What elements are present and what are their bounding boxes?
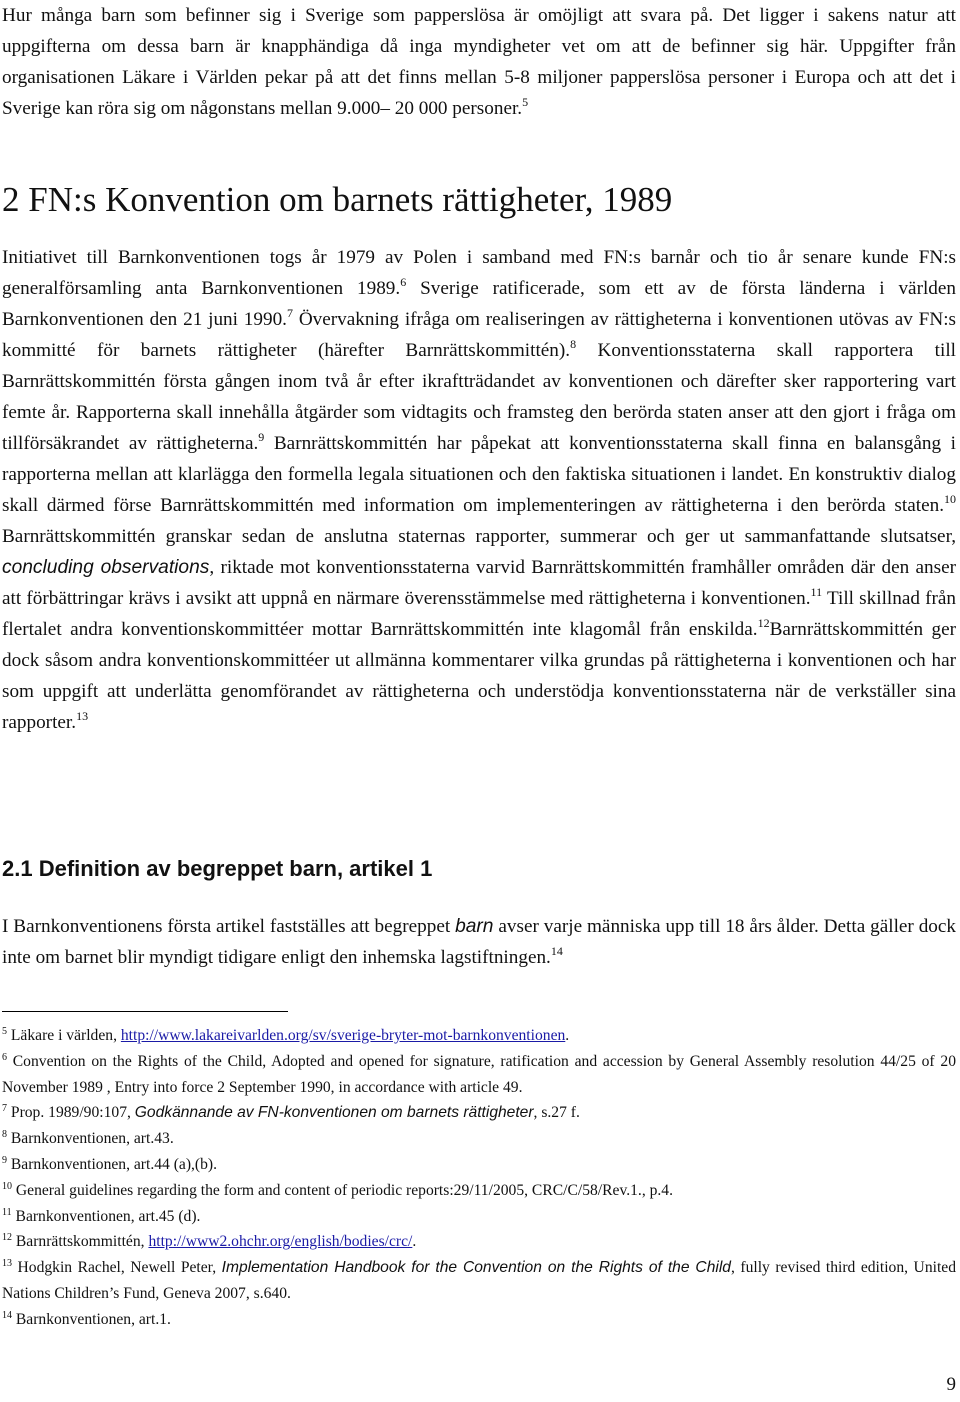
- section-2-text-3: Övervakning ifråga om realiseringen av rättigheterna i konventionen utövas av FN:s kommitté för barnets rättigheter (härefter Barnrättskommittén).: [2, 309, 956, 361]
- section-2-heading: 2 FN:s Konvention om barnets rättigheter, 1989: [2, 180, 673, 219]
- section-2-text-5: Barnrättskommittén har påpekat att konventionsstaterna skall finna en balansgång i rapporterna mellan att klarlägga den formella legala situationen och den faktiska situationen i landet. En konstruktiv dialog skall därmed förse Barnrättskommittén med information om implementeringen av rättigheterna i den berörda staten.: [2, 433, 956, 516]
- footnote-number: 6: [2, 1051, 7, 1063]
- lakareivarlden-link[interactable]: http://www.lakareivarlden.org/sv/sverige-bryter-mot-barnkonventionen: [120, 1027, 566, 1044]
- footnote-8: [2, 1126, 956, 1152]
- section-2-text-4: Konventionsstaterna skall rapportera till Barnrättskommittén första gången inom två år efter ikraftträdandet av konventionen och därefter sker rapportering vart femte år. Rapporterna skall innehålla åtgärder som vidtagits och framsteg den berörda staten anser att den gjort i fråga om tillförsäkrandet av rättigheterna.: [2, 340, 956, 454]
- intro-text: Hur många barn som befinner sig i Sverige som papperslösa är omöjligt att svara på. Det ligger i sakens natur att uppgifterna om dessa barn är knapphändiga då inga myndigheter vet om att de befinner sig här. Uppgifter från organisationen Läkare i Världen pekar på att det finns mellan 5-8 miljoner papperslösa personer i Europa och att det i Sverige kan röra sig om någonstans mellan 9.000– 20 000 personer.: [2, 5, 956, 119]
- footnote-ref-14[interactable]: 14: [550, 944, 563, 958]
- section-2-text-8: Till skillnad från flertalet andra konventionskommittéer mottar Barnrättskommittén inte klagomål från enskilda.: [2, 588, 957, 640]
- footnote-number: 7: [2, 1103, 7, 1115]
- footnote-text: .: [565, 1027, 570, 1044]
- footnote-ref-11[interactable]: 11: [810, 585, 823, 599]
- footnote-5: [2, 1023, 956, 1049]
- footnote-14: [2, 1307, 956, 1333]
- footnote-text: Läkare i världen,: [7, 1027, 121, 1044]
- footnote-7: [2, 1100, 956, 1126]
- footnote-title: Implementation Handbook for the Convention on the Rights of the Child: [221, 1259, 731, 1277]
- footnote-text: Barnkonventionen, art.45 (d).: [11, 1207, 201, 1225]
- section-2-1-heading: 2.1 Definition av begreppet barn, artikel 1: [2, 856, 433, 881]
- footnote-text: , s.27 f.: [533, 1104, 580, 1122]
- footnotes: [2, 1023, 956, 1333]
- footnote-12: [2, 1229, 956, 1255]
- footnote-text: Barnkonventionen, art.44 (a),(b).: [7, 1155, 218, 1173]
- section-2-text-7: , riktade mot konventionsstaterna varvid Barnrättskommittén framhåller områden där den anser att förbättringar krävs i avsikt att uppnå en närmare överensstämmelse med rättigheterna i konventionen.: [2, 557, 956, 609]
- footnote-13: [2, 1255, 956, 1307]
- footnote-number: 11: [2, 1206, 12, 1218]
- intro-paragraph: [2, 0, 956, 124]
- concluding-observations-term: concluding observations: [2, 557, 210, 578]
- section-2-paragraph: [2, 242, 956, 738]
- footnote-number: 8: [2, 1129, 7, 1141]
- footnote-6: [2, 1049, 956, 1101]
- footnote-number: 9: [2, 1154, 7, 1166]
- footnote-text: Prop. 1989/90:107,: [7, 1104, 135, 1122]
- footnote-number: 13: [2, 1258, 12, 1270]
- footnote-text: Barnkonventionen, art.43.: [7, 1130, 174, 1148]
- section-2-1-paragraph: [2, 911, 956, 973]
- footnote-number: 5: [2, 1026, 7, 1037]
- footnote-text: General guidelines regarding the form and content of periodic reports:29/11/2005, CRC/C/58/Rev.1., p.4.: [12, 1181, 674, 1199]
- section-2-text-6: Barnrättskommittén granskar sedan de anslutna staternas rapporter, summerar och ger ut sammanfattande slutsatser,: [2, 526, 956, 547]
- footnote-text: , fully revised third edition, United Nations Children’s Fund, Geneva 2007, s.640.: [2, 1259, 956, 1302]
- footnote-ref-6[interactable]: 6: [400, 275, 407, 289]
- footnote-ref-12[interactable]: 12: [757, 616, 770, 630]
- section-2-text-9: Barnrättskommittén ger dock såsom andra konventionskommittéer ut allmänna kommentarer vilka grundas på rättigheterna i konventionen och har som uppgift att underlätta genomförandet av rättigheterna och understödja konventionsstaterna när de verkställer sina rapporter.: [2, 619, 956, 733]
- footnote-text: Barnrättskommittén,: [12, 1233, 149, 1251]
- footnote-ref-5[interactable]: 5: [522, 95, 529, 109]
- section-2-1-text-2: avser varje människa upp till 18 års ålder. Detta gäller dock inte om barnet blir myndigt tidigare enligt den inhemska lagstiftningen.: [2, 916, 957, 968]
- section-2-text-2: Sverige ratificerade, som ett av de första länderna i världen Barnkonventionen den 21 juni 1990.: [2, 278, 956, 330]
- footnote-text: Barnkonventionen, art.1.: [12, 1310, 171, 1328]
- footnote-text: Hodgkin Rachel, Newell Peter,: [12, 1259, 222, 1277]
- footnote-ref-8[interactable]: 8: [570, 337, 577, 351]
- footnote-ref-9[interactable]: 9: [258, 430, 265, 444]
- footnote-number: 12: [2, 1232, 12, 1244]
- section-2-text-1: Initiativet till Barnkonventionen togs år 1979 av Polen i samband med FN:s barnår och tio år senare kunde FN:s generalförsamling anta Barnkonventionen 1989.: [2, 247, 956, 299]
- footnote-text: Convention on the Rights of the Child, Adopted and opened for signature, ratification and accession by General Assembly resolution 44/25 of 20 November 1989 , Entry into force 2 September 1990, in accordance with article 49.: [2, 1052, 956, 1096]
- footnote-title: Godkännande av FN-konventionen om barnets rättigheter: [134, 1104, 534, 1122]
- footnote-number: 10: [2, 1180, 12, 1192]
- footnote-10: [2, 1178, 956, 1204]
- page-number: 9: [946, 1374, 956, 1395]
- footnote-divider: [2, 1011, 288, 1012]
- footnote-ref-10[interactable]: 10: [944, 492, 956, 506]
- section-2-1-text-1: I Barnkonventionens första artikel fastställes att begreppet: [2, 916, 456, 937]
- footnote-ref-13[interactable]: 13: [76, 709, 89, 723]
- barn-term: barn: [455, 916, 494, 937]
- footnote-ref-7[interactable]: 7: [286, 306, 293, 320]
- footnote-9: [2, 1152, 956, 1178]
- footnote-text: .: [412, 1233, 417, 1251]
- footnote-11: [2, 1204, 956, 1230]
- footnote-number: 14: [2, 1309, 12, 1321]
- ohchr-link[interactable]: http://www2.ohchr.org/english/bodies/crc/: [148, 1233, 413, 1251]
